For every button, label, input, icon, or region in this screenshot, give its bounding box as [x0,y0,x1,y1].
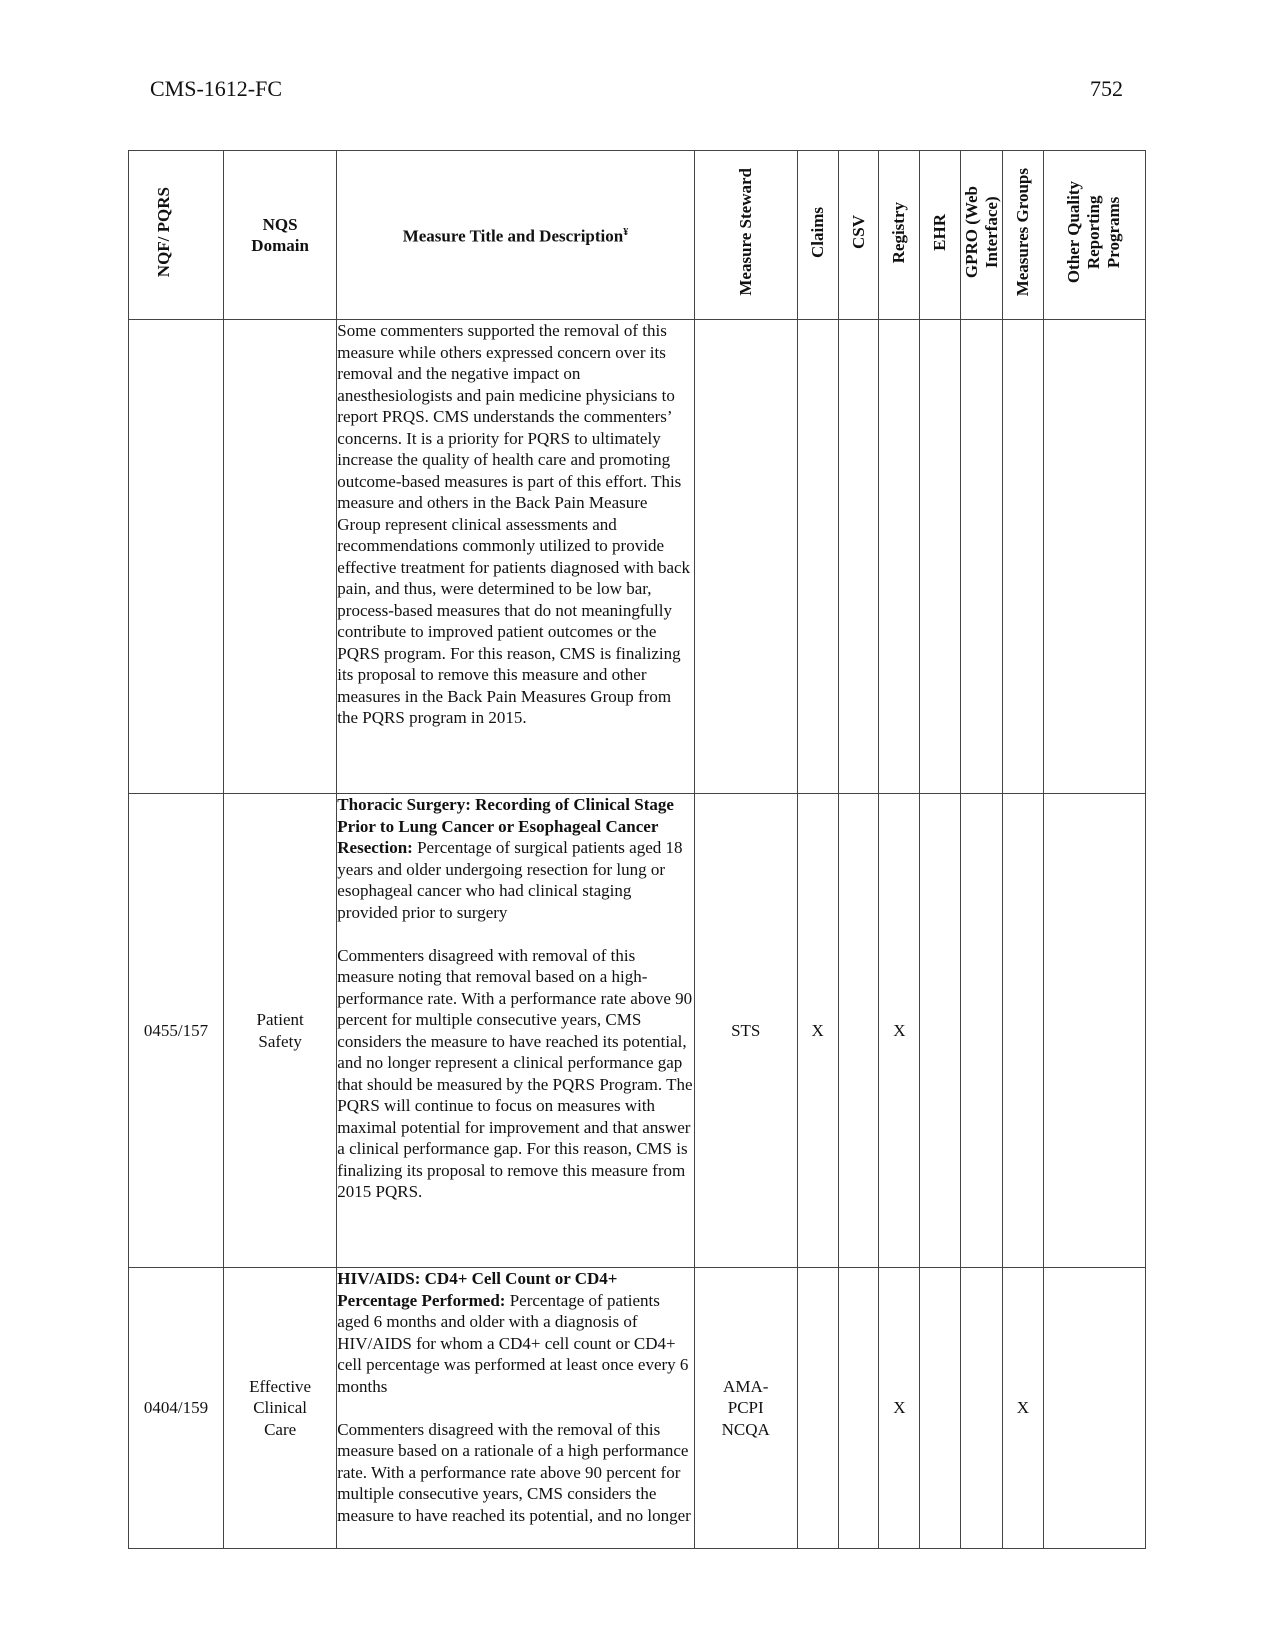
table-row [129,320,1146,794]
table-row [129,794,1146,1268]
registry-cell [879,320,920,794]
registry-cell: X [879,1268,920,1549]
col-measure-title: Measure Title and Description¥ [337,151,694,320]
nqf-cell: 0455/157 [129,794,224,1268]
ehr-cell [920,320,961,794]
steward-cell: AMA- PCPI NCQA [694,1268,797,1549]
table-row [129,1268,1146,1549]
col-claims: Claims [797,151,838,320]
ehr-cell [920,1268,961,1549]
page-number: 752 [1090,76,1123,101]
col-ehr: EHR [920,151,961,320]
claims-cell [797,1268,838,1549]
col-nqs-domain: NQS Domain [223,151,336,320]
measure-title: HIV/AIDS: CD4+ Cell Count or CD4+ Percentage Performed: [337,1269,618,1310]
nqf-cell [129,320,224,794]
col-nqf-pqrs: NQF/ PQRS [129,151,224,320]
description-paragraph: Commenters disagreed with removal of this measure noting that removal based on a high-performance rate. With a performance rate above 90 percent for multiple consecutive years, CMS considers the measure to have reached its potential, and no longer represent a clinical performance gap that should be measured by the PQRS Program. The PQRS will continue to focus on measures with maximal potential for improvement and that answer a clinical performance gap. For this reason, CMS is finalizing its proposal to remove this measure from 2015 PQRS. [337,945,693,1201]
measures-groups-cell: X [1002,1268,1043,1549]
gpro-cell [961,1268,1003,1549]
steward-cell [694,320,797,794]
ehr-cell [920,794,961,1268]
col-gpro: GPRO (Web Interface) [961,151,1003,320]
measure-title: Thoracic Surgery: Recording of Clinical Stage Prior to Lung Cancer or Esophageal Cancer Resection: [337,795,674,857]
measures-groups-cell [1002,794,1043,1268]
csv-cell [838,1268,879,1549]
description-paragraph: Thoracic Surgery: Recording of Clinical Stage Prior to Lung Cancer or Esophageal Cancer Resection: Percentage of surgical patients aged 18 years and older undergoing resection for lung or esophageal cancer who had clinical staging provided prior to surgery [337,795,683,922]
gpro-cell [961,794,1003,1268]
col-measure-steward: Measure Steward [694,151,797,320]
col-csv: CSV [838,151,879,320]
col-measures-groups: Measures Groups [1002,151,1043,320]
domain-cell [223,320,336,794]
csv-cell [838,320,879,794]
domain-cell: Effective Clinical Care [223,1268,336,1549]
other-programs-cell [1043,1268,1145,1549]
other-programs-cell [1043,320,1145,794]
nqf-cell: 0404/159 [129,1268,224,1549]
description-paragraph: HIV/AIDS: CD4+ Cell Count or CD4+ Percentage Performed: Percentage of patients aged 6 months and older with a diagnosis of HIV/AIDS for whom a CD4+ cell count or CD4+ cell percentage was performed at least once every 6 months [337,1269,689,1396]
description-cell [337,794,694,1268]
domain-cell: Patient Safety [223,794,336,1268]
other-programs-cell [1043,794,1145,1268]
measures-groups-cell [1002,320,1043,794]
col-other-programs: Other Quality Reporting Programs [1043,151,1145,320]
table-header-row [129,151,1146,320]
footnote-marker: ¥ [623,227,629,239]
description-paragraph: Commenters disagreed with the removal of this measure based on a rationale of a high performance rate. With a performance rate above 90 percent for multiple consecutive years, CMS considers the measure to have reached its potential, and no longer [337,1419,691,1525]
claims-cell: X [797,794,838,1268]
measures-table [128,150,1146,1549]
gpro-cell [961,320,1003,794]
document-id: CMS-1612-FC [150,76,283,101]
description-cell [337,320,694,794]
description-cell [337,1268,694,1549]
csv-cell [838,794,879,1268]
col-registry: Registry [879,151,920,320]
steward-cell: STS [694,794,797,1268]
description-paragraph: Some commenters supported the removal of this measure while others expressed concern over its removal and the negative impact on anesthesiologists and pain medicine physicians to report PRQS. CMS understands the commenters’ concerns. It is a priority for PQRS to ultimately increase the quality of health care and promoting outcome-based measures is part of this effort. This measure and others in the Back Pain Measure Group represent clinical assessments and recommendations commonly utilized to provide effective treatment for patients diagnosed with back pain, and thus, were determined to be low bar, process-based measures that do not meaningfully contribute to improved patient outcomes or the PQRS program. For this reason, CMS is finalizing its proposal to remove this measure and other measures in the Back Pain Measures Group from the PQRS program in 2015. [337,321,691,727]
claims-cell [797,320,838,794]
registry-cell: X [879,794,920,1268]
